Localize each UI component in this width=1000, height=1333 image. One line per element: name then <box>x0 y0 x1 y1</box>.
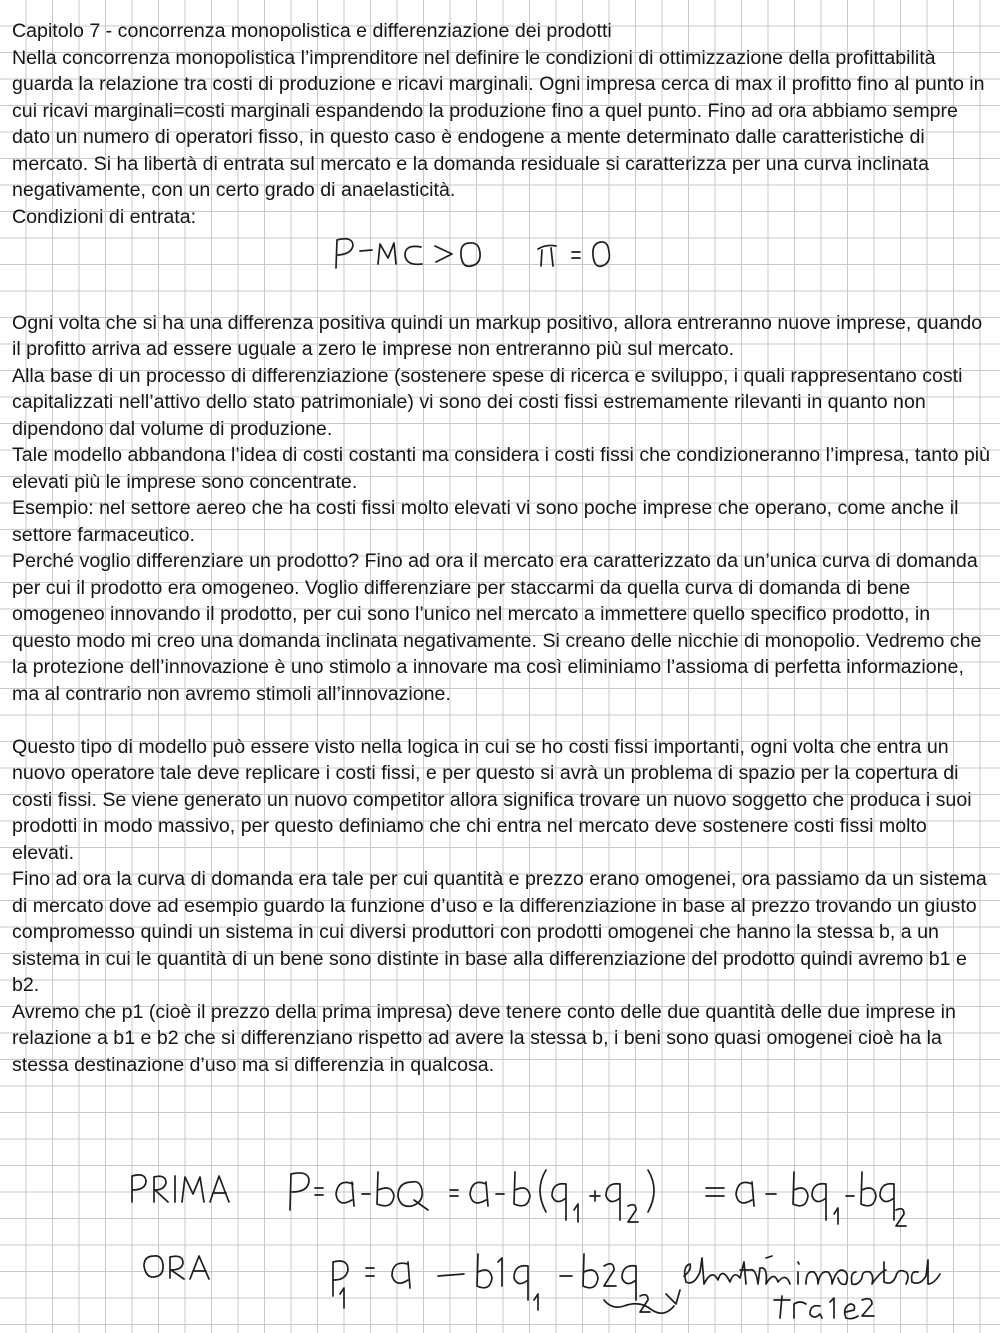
paragraph: Perché voglio differenziare un prodotto? Fino ad ora il mercato era caratterizzato da un’unica curva di domanda per cui il prodotto era omogeneo. Voglio differenziare per staccarmi da quella curva di domanda di bene omogeneo innovando il prodotto, per cui sono l’unico nel mercato a immettere quello specifico prodotto, in questo modo mi creo una domanda inclinata negativamente. Si creano delle nicchie di monopolio. Vedremo che la protezione dell’innovazione è uno stimolo a innovare ma così eliminiamo l’assioma di perfetta informazione, ma al contrario non avremo stimoli all’innovazione. <box>12 550 982 705</box>
entry-conditions-label: Condizioni di entrata: <box>12 205 197 228</box>
paragraph: Questo tipo di modello può essere visto nella logica in cui se ho costi fissi importanti, ogni volta che entra un nuovo operatore tale deve replicare i costi fissi, e per questo si avrà un problema di spazio per la copertura di costi fissi. Se viene generato un nuovo competitor allora significa trovare un nuovo soggetto che produca i suoi prodotti in modo massivo, per questo definiamo che chi entra nel mercato deve sostenere costi fissi molto elevati. <box>12 735 972 864</box>
chapter-title: Capitolo 7 - concorrenza monopolistica e differenziazione dei prodotti <box>12 20 612 42</box>
paragraph: Avremo che p1 (cioè il prezzo della prima impresa) deve tenere conto delle due quantità delle due imprese in relazione a b1 e b2 che si differenziano rispetto ad avere la stessa b, i beni sono quasi omogenei cioè ha la stessa destinazione d’uso ma si differenzia in qualcosa. <box>12 1000 956 1076</box>
paragraph: Alla base di un processo di differenziazione (sostenere spese di ricerca e sviluppo, i quali rappresentano costi capitalizzati nell’attivo dello stato patrimoniale) vi sono dei costi fissi estremamente rilevanti in quanto non dipendono dal volume di produzione. <box>12 364 963 440</box>
handwritten-entry-conditions <box>336 239 609 268</box>
handwritten-ora-formula <box>144 1254 680 1313</box>
paragraph: Esempio: nel settore aereo che ha costi fissi molto elevati vi sono poche imprese che operano, come anche il settore farmaceutico. <box>12 497 959 546</box>
paragraph: Tale modello abbandona l’idea di costi costanti ma considera i costi fissi che condizioneranno l’impresa, tanto più elevati più le imprese sono concentrate. <box>12 444 991 493</box>
paragraph: Fino ad ora la curva di domanda era tale per cui quantità e prezzo erano omogenei, ora passiamo da un sistema di mercato dove ad esempio guardo la funzione d’uso e la differenziazione in base al prezzo trovando un giusto compromesso quindi un sistema in cui diversi produttori con prodotti omogenei che hanno la stessa b, a un sistema in cui le quantità di un bene sono distinte in base alla differenziazione del prodotto quindi avremo b1 e b2. <box>12 868 987 996</box>
handwritten-annotation <box>684 1256 940 1319</box>
paragraph: Nella concorrenza monopolistica l’imprenditore nel definire le condizioni di ottimizzazione della profittabilità guarda la relazione tra costi di produzione e ricavi marginali. Ogni impresa cerca di max il profitto fino al punto in cui ricavi marginali=costi marginali espandendo la produzione fino a quel punto. Fino ad ora abbiamo sempre dato un numero di operatori fisso, in questo caso è endogene a mente determinato dalle caratteristiche di mercato. Si ha libertà di entrata sul mercato e la domanda residuale si caratterizza per una curva inclinata negativamente, con un certo grado di anaelasticità. <box>12 46 985 201</box>
paragraph: Ogni volta che si ha una differenza positiva quindi un markup positivo, allora entreranno nuove imprese, quando il profitto arriva ad essere uguale a zero le imprese non entreranno più sul mercato. <box>12 311 983 360</box>
handwritten-prima-formula <box>132 1170 906 1226</box>
